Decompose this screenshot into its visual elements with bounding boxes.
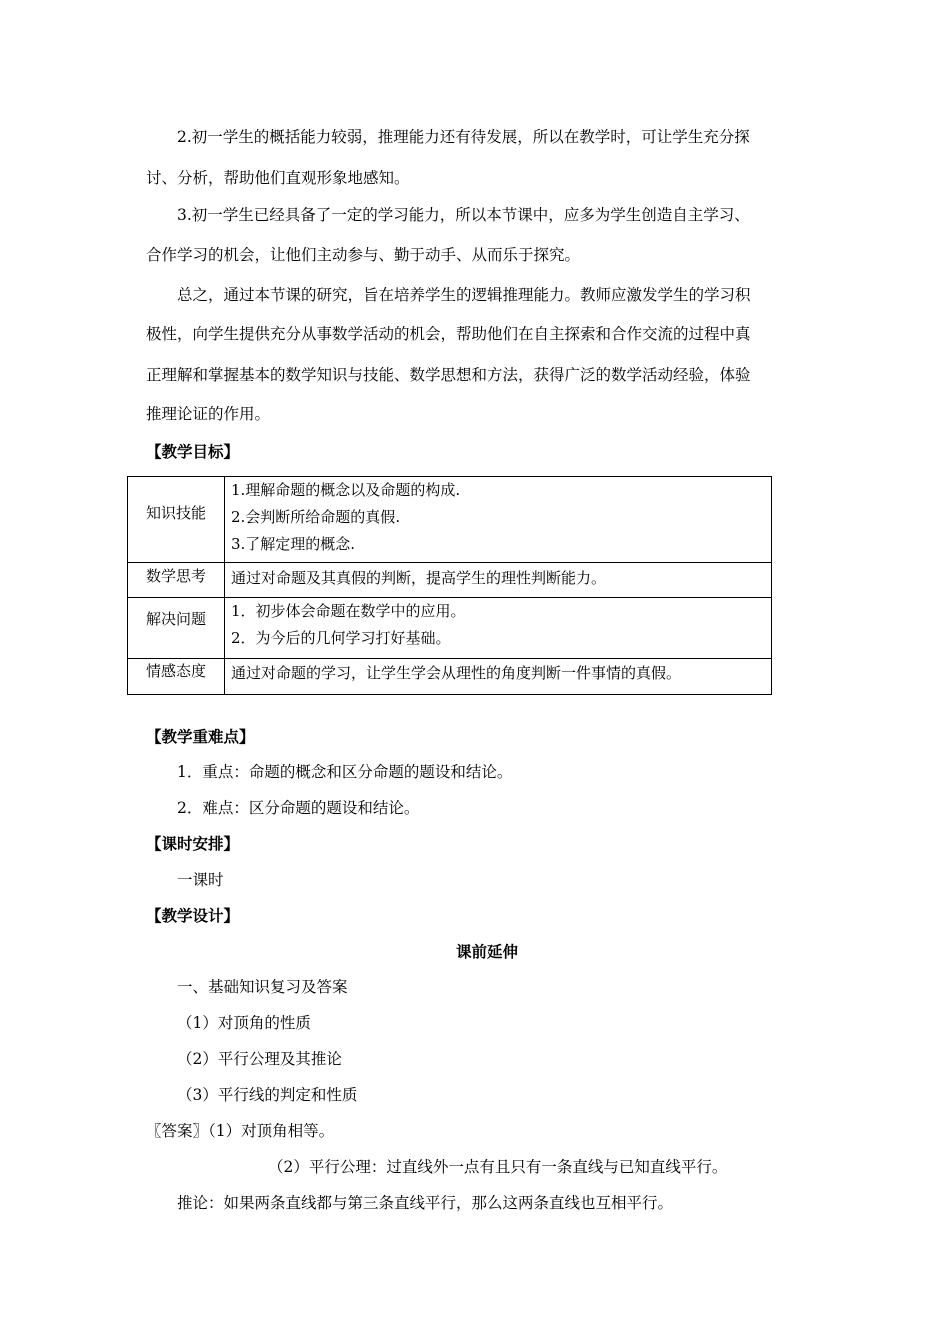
- corollary: 推论：如果两条直线都与第三条直线平行，那么这两条直线也互相平行。: [177, 1194, 674, 1212]
- goals-row-label: [128, 563, 225, 598]
- goals-row-content: [225, 563, 772, 598]
- goals-row-problem-solving: [128, 598, 772, 659]
- schedule-heading: 【课时安排】: [146, 835, 240, 853]
- paragraph-3-line-1: 3.初一学生已经具备了一定的学习能力，所以本节课中，应多为学生创造自主学习、: [177, 206, 750, 224]
- goals-heading: 【教学目标】: [146, 443, 240, 461]
- goal-item: 通过对命题及其真假的判断，提高学生的理性判断能力。: [231, 569, 607, 587]
- goal-item: 1．初步体会命题在数学中的应用。: [231, 602, 466, 620]
- label-text: 数学思考: [145, 567, 206, 585]
- label-text: 情感态度: [145, 662, 206, 680]
- goals-table: [127, 476, 772, 695]
- goals-row-content: [225, 659, 772, 695]
- summary-line-4: 推理论证的作用。: [146, 405, 271, 423]
- goals-row-content: [225, 598, 772, 659]
- summary-line-1: 总之，通过本节课的研究，旨在培养学生的逻辑推理能力。教师应激发学生的学习积: [177, 286, 751, 304]
- label-text: 解决问题: [145, 610, 206, 628]
- goals-row-knowledge: [128, 477, 772, 563]
- goal-item: 通过对命题的学习，让学生学会从理性的角度判断一件事情的真假。: [231, 664, 682, 682]
- goals-row-label: [128, 659, 225, 695]
- answer-2: （2）平行公理：过直线外一点有且只有一条直线与已知直线平行。: [268, 1158, 728, 1176]
- schedule-value: 一课时: [177, 871, 224, 889]
- goals-row-thinking: [128, 563, 772, 598]
- goal-item: 1.理解命题的概念以及命题的构成.: [231, 481, 461, 499]
- goals-row-attitude: [128, 659, 772, 695]
- goal-item: 2．为今后的几何学习打好基础。: [231, 629, 451, 647]
- summary-line-3: 正理解和掌握基本的数学知识与技能、数学思想和方法，获得广泛的数学活动经验，体验: [146, 366, 751, 384]
- design-heading: 【教学设计】: [146, 907, 240, 925]
- goal-item: 3.了解定理的概念.: [231, 535, 356, 553]
- goals-row-content: [225, 477, 772, 563]
- section-title: 课前延伸: [456, 943, 519, 961]
- review-title: 一、基础知识复习及答案: [177, 978, 348, 996]
- paragraph-2-line-1: 2.初一学生的概括能力较弱，推理能力还有待发展，所以在教学时，可让学生充分探: [177, 128, 750, 146]
- goals-row-label: [128, 477, 225, 563]
- summary-line-2: 极性，向学生提供充分从事数学活动的机会，帮助他们在自主探索和合作交流的过程中真: [146, 325, 751, 343]
- review-question-1: （1）对顶角的性质: [177, 1014, 311, 1032]
- review-question-2: （2）平行公理及其推论: [177, 1050, 342, 1068]
- answer-1: 〖答案〗（1）对顶角相等。: [146, 1122, 335, 1140]
- key-point-2: 2．难点：区分命题的题设和结论。: [177, 799, 420, 817]
- key-points-heading: 【教学重难点】: [146, 728, 255, 746]
- paragraph-2-line-2: 讨、分析，帮助他们直观形象地感知。: [146, 169, 410, 187]
- label-text: 知识技能: [145, 504, 206, 522]
- key-point-1: 1．重点：命题的概念和区分命题的题设和结论。: [177, 763, 513, 781]
- review-question-3: （3）平行线的判定和性质: [177, 1086, 358, 1104]
- goal-item: 2.会判断所给命题的真假.: [231, 508, 401, 526]
- paragraph-3-line-2: 合作学习的机会，让他们主动参与、勤于动手、从而乐于探究。: [146, 246, 581, 264]
- goals-row-label: [128, 598, 225, 659]
